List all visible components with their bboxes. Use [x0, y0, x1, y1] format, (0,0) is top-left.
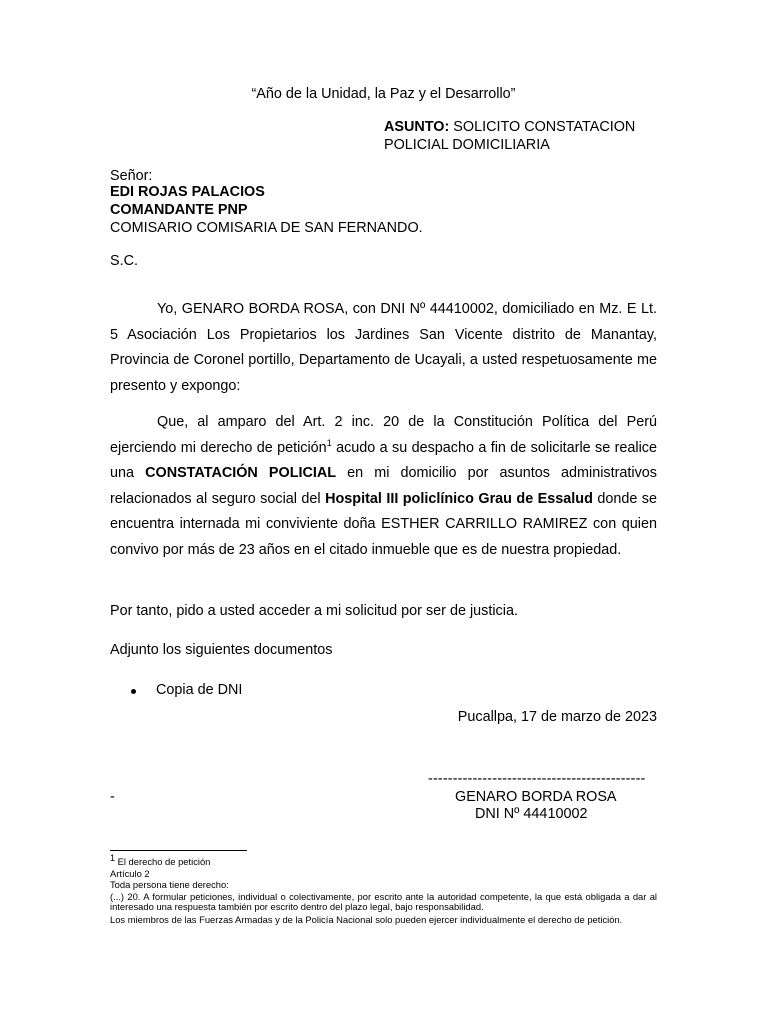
request-text-b: acudo a su despacho a fin de solicitarle se realice una [110, 439, 657, 482]
footnote-marker: 1 [110, 852, 116, 863]
applicant-name: Yo, GENARO BORDA ROSA [157, 301, 345, 317]
paragraph-closing: Por tanto, pido a usted acceder a mi solicitud por ser de justicia. [110, 603, 518, 619]
footnote-text: (...) 20. A formular peticiones, individual o colectivamente, por escrito ante la autoridad competente, la que está obligada a dar al interesado una respuesta también por escrito dentro del plazo legal, bajo responsabilidad. [110, 891, 657, 913]
paragraph-intro-text: , con DNI Nº 44410002, domiciliado en Mz. E Lt. 5 Asociación Los Propietarios los Jardines San Vicente distrito de Manantay, Provincia de Coronel portillo, Departamento de Ucayali, a usted respetuosamente me presento y expongo: [110, 301, 657, 394]
paragraph-intro [110, 297, 657, 399]
sc-abbrev: S.C. [110, 253, 138, 269]
request-bold-constatacion: CONSTATACIÓN POLICIAL [145, 465, 337, 482]
request-text-d: donde se encuentra internada mi conviviente doña ESTHER CARRILLO RAMIREZ con quien convivo por más de 23 años en el citado inmueble que es de nuestra propiedad. [110, 490, 658, 558]
addressee-office: COMISARIO COMISARIA DE SAN FERNANDO. [110, 220, 423, 236]
signer-name: GENARO BORDA ROSA [455, 789, 617, 805]
signer-dni: DNI Nº 44410002 [475, 806, 588, 822]
addressee-rank: COMANDANTE PNP [110, 202, 248, 218]
footnote-intro: Toda persona tiene derecho: [110, 879, 229, 890]
footnote-ref: 1 [326, 437, 332, 448]
paragraph-request [110, 410, 657, 564]
request-text-a: Que, al amparo del Art. 2 inc. 20 de la Constitución Política del Perú ejerciendo mi derecho de petición [110, 414, 657, 456]
signature-dash: - [110, 789, 115, 805]
footnote-title-text: El derecho de petición [115, 856, 211, 867]
signature-line: -------------------------------------------- [428, 771, 646, 787]
addressee-name: EDI ROJAS PALACIOS [110, 184, 265, 200]
attachments-heading: Adjunto los siguientes documentos [110, 642, 333, 658]
footnote-note: Los miembros de las Fuerzas Armadas y de la Policía Nacional solo pueden ejercer individualmente el derecho de petición. [110, 914, 623, 925]
subject-text-1: SOLICITO CONSTATACION [453, 119, 636, 135]
subject-label: ASUNTO: [384, 119, 450, 135]
bullet-icon [131, 689, 136, 694]
place-date: Pucallpa, 17 de marzo de 2023 [457, 709, 657, 725]
year-motto: “Año de la Unidad, la Paz y el Desarrollo” [251, 86, 516, 102]
request-text-c: en mi domicilio por asuntos administrativos relacionados al seguro social del [110, 465, 657, 507]
subject-line-1 [384, 119, 635, 136]
attachment-item: Copia de DNI [156, 682, 243, 698]
footnote-separator [110, 850, 247, 851]
request-bold-hospital: Hospital III policlínico Grau de Essalud [325, 490, 593, 507]
footnote-title [110, 852, 657, 867]
subject-line-2: POLICIAL DOMICILIARIA [384, 137, 550, 153]
salutation: Señor: [110, 168, 153, 184]
footnote-article: Artículo 2 [110, 868, 150, 879]
